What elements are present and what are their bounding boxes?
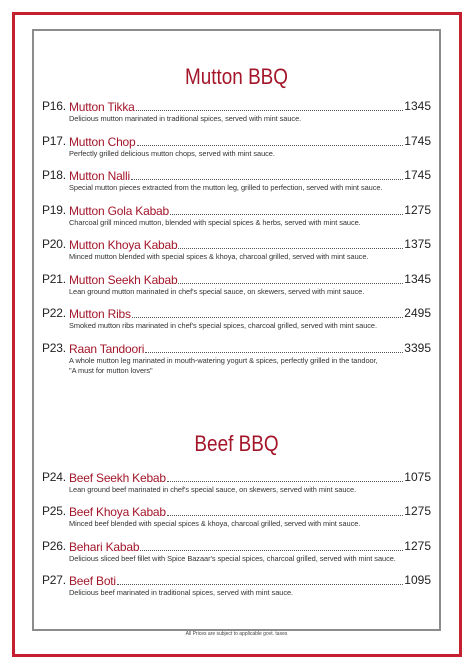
- item-price: 1345: [404, 272, 431, 286]
- item-code: P27.: [42, 573, 66, 587]
- section-title-mutton-bbq: Mutton BBQ: [184, 64, 289, 89]
- menu-item: [42, 133, 431, 159]
- item-name: Mutton Chop: [69, 135, 136, 149]
- item-code: P24.: [42, 470, 66, 484]
- item-code: P21.: [42, 272, 66, 286]
- section-title-beef-bbq: Beef BBQ: [194, 431, 279, 456]
- menu-item: [42, 572, 431, 598]
- item-price: 1745: [404, 168, 431, 182]
- item-price: 2495: [404, 306, 431, 320]
- dot-leader: [132, 305, 403, 318]
- dot-leader: [178, 236, 403, 249]
- menu-item: [42, 167, 431, 193]
- menu-item: [42, 202, 431, 228]
- dot-leader: [136, 98, 403, 111]
- item-price: 1075: [404, 470, 431, 484]
- item-code: P26.: [42, 539, 66, 553]
- item-description: Minced mutton blended with special spices & khoya, charcoal grilled, served with mint sauce.: [69, 252, 369, 261]
- item-description: Perfectly grilled delicious mutton chops, served with mint sauce.: [69, 149, 275, 158]
- menu-item: [42, 98, 431, 124]
- item-price: 1345: [404, 99, 431, 113]
- item-name: Behari Kabab: [69, 540, 140, 554]
- item-description: Charcoal grill minced mutton, blended with special spices & herbs, served with mint sauce.: [69, 218, 361, 227]
- item-price: 3395: [404, 341, 431, 355]
- dot-leader: [167, 469, 403, 482]
- item-name: Mutton Nalli: [69, 169, 130, 183]
- item-code: P22.: [42, 306, 66, 320]
- item-description: Delicious beef marinated in traditional spices, served with mint sauce.: [69, 588, 294, 597]
- menu-item: [42, 236, 431, 262]
- item-description-tagline: "A must for mutton lovers": [69, 366, 153, 375]
- item-description: A whole mutton leg marinated in mouth-watering yogurt & spices, perfectly grilled in the tandoor,: [69, 356, 378, 365]
- item-code: P23.: [42, 341, 66, 355]
- item-name: Beef Boti: [69, 574, 116, 588]
- item-code: P17.: [42, 134, 66, 148]
- item-description: Lean ground beef marinated in chef's special sauce, on skewers, served with mint sauce.: [69, 485, 357, 494]
- item-price: 1095: [404, 573, 431, 587]
- dot-leader: [140, 538, 403, 551]
- item-name: Beef Seekh Kebab: [69, 471, 166, 485]
- item-price: 1275: [404, 539, 431, 553]
- dot-leader: [131, 167, 403, 180]
- dot-leader: [178, 271, 403, 284]
- item-code: P20.: [42, 237, 66, 251]
- menu-item: [42, 340, 431, 376]
- item-name: Mutton Seekh Kabab: [69, 273, 178, 287]
- menu-item: [42, 271, 431, 297]
- item-name: Mutton Gola Kabab: [69, 204, 170, 218]
- item-code: P18.: [42, 168, 66, 182]
- item-description: Special mutton pieces extracted from the mutton leg, grilled to perfection, served with mint sauce.: [69, 183, 383, 192]
- item-price: 1375: [404, 237, 431, 251]
- item-name: Mutton Tikka: [69, 100, 135, 114]
- item-code: P25.: [42, 504, 66, 518]
- dot-leader: [170, 202, 403, 215]
- item-description: Delicious sliced beef fillet with Spice Bazaar's special spices, charcoal grilled, served with mint sauce.: [69, 554, 396, 563]
- item-code: P19.: [42, 203, 66, 217]
- item-description: Delicious mutton marinated in traditional spices, served with mint sauce.: [69, 114, 302, 123]
- item-code: P16.: [42, 99, 66, 113]
- dot-leader: [145, 340, 403, 353]
- item-name: Beef Khoya Kabab: [69, 505, 166, 519]
- item-description: Smoked mutton ribs marinated in chef's special spices, charcoal grilled, served with mint sauce.: [69, 321, 377, 330]
- dot-leader: [137, 133, 403, 146]
- item-description: Minced beef blended with special spices & khoya, charcoal grilled, served with mint sauce.: [69, 519, 361, 528]
- item-name: Raan Tandoori: [69, 342, 145, 356]
- menu-item: [42, 503, 431, 529]
- dot-leader: [167, 503, 403, 516]
- menu-item: [42, 538, 431, 564]
- menu-item: [42, 469, 431, 495]
- item-name: Mutton Khoya Kabab: [69, 238, 178, 252]
- footer-note: All Prices are subject to applicable govt. taxes: [185, 631, 288, 637]
- item-description: Lean ground mutton marinated in chef's special sauce, on skewers, served with mint sauce.: [69, 287, 365, 296]
- menu-item: [42, 305, 431, 331]
- item-name: Mutton Ribs: [69, 307, 131, 321]
- item-price: 1275: [404, 504, 431, 518]
- item-price: 1745: [404, 134, 431, 148]
- dot-leader: [117, 572, 403, 585]
- item-price: 1275: [404, 203, 431, 217]
